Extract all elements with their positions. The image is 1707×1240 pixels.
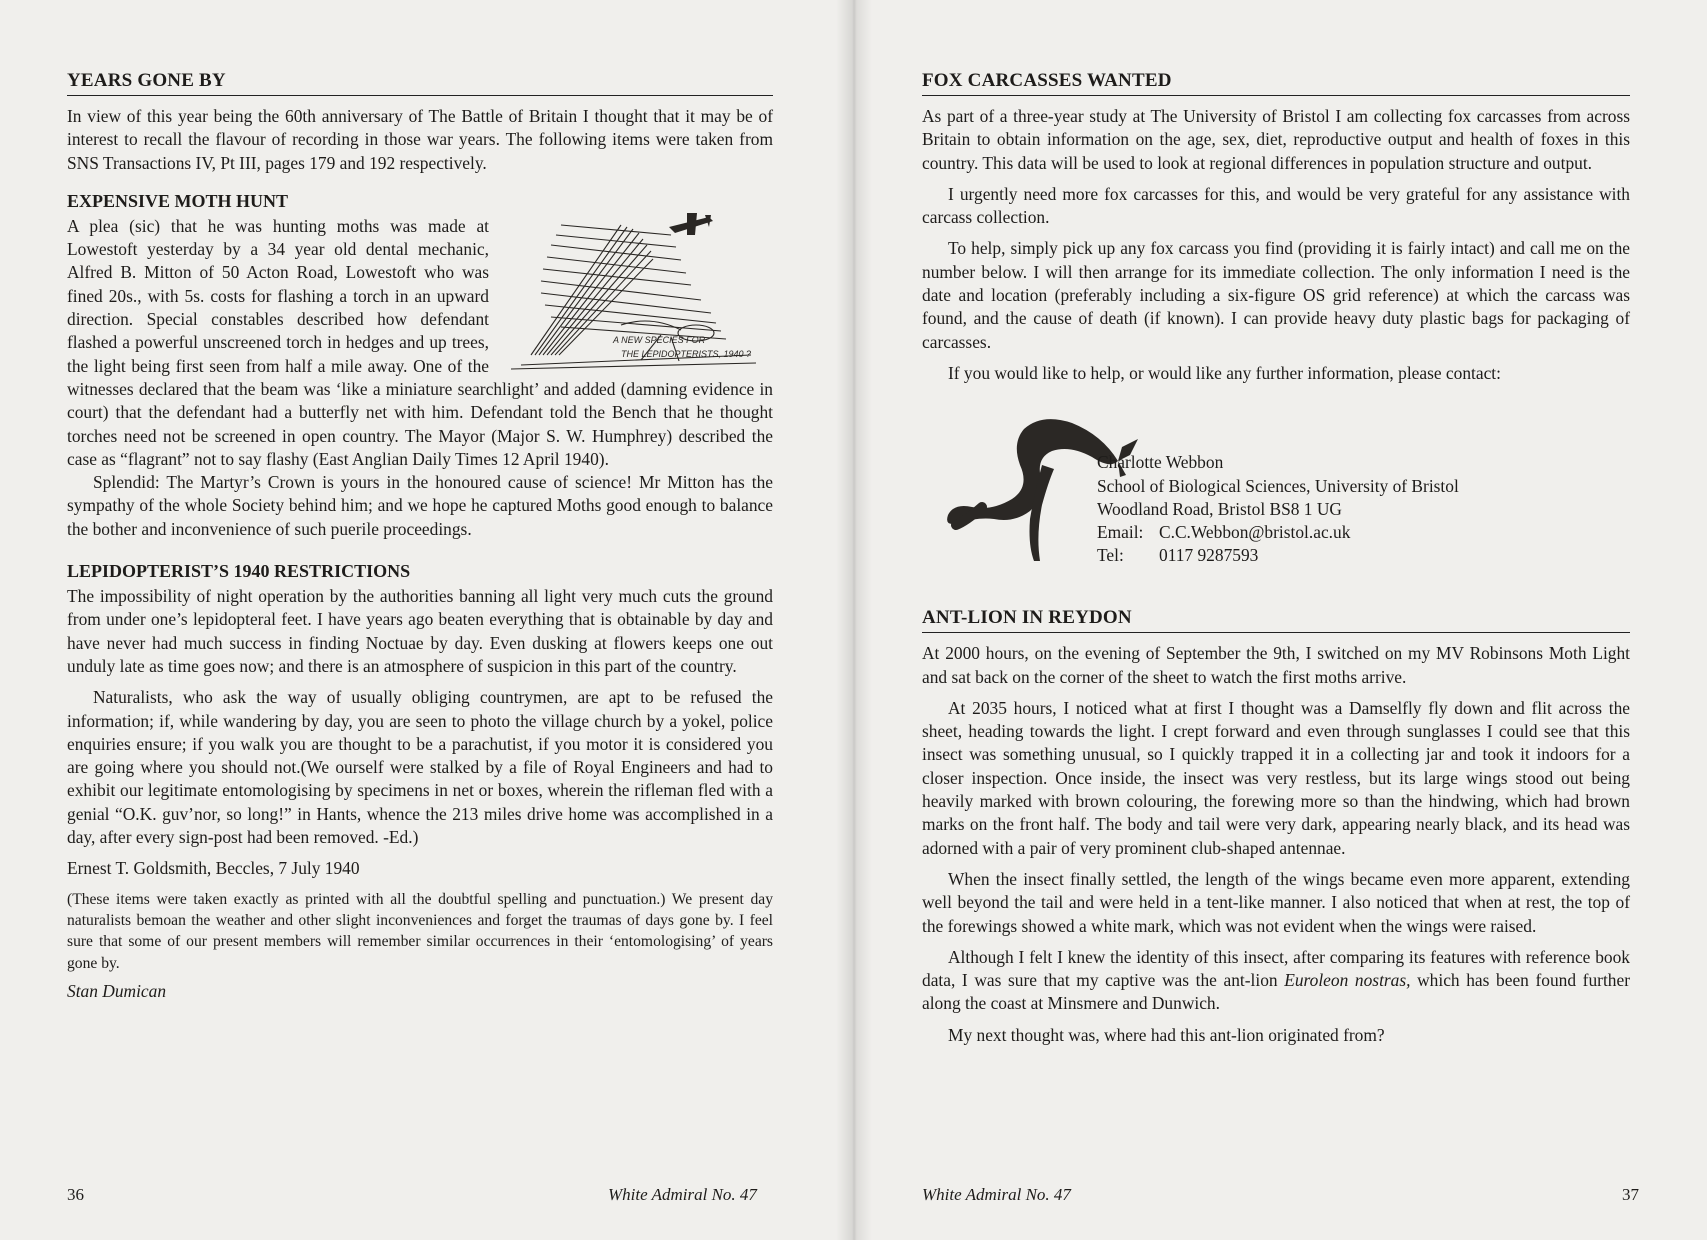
cartoon-caption-line1: A NEW SPECIES FOR [613, 334, 706, 345]
left-column [67, 68, 773, 1004]
antlion-paragraph-4 [922, 946, 1630, 1016]
journal-title-right: White Admiral No. 47 [922, 1185, 1071, 1204]
heading-ant-lion: ANT-LION IN REYDON [922, 605, 1630, 633]
antlion-p4-before: Although I felt I knew the identity of this insect, after comparing its features with reference book data, I was sure that my captive was the ant-lion [922, 946, 1630, 991]
attribution: Ernest T. Goldsmith, Beccles, 7 July 1940 [67, 858, 360, 879]
antlion-paragraph-1: At 2000 hours, on the evening of September the 9th, I switched on my MV Robinsons Moth Light and sat back on the corner of the sheet to watch the first moths arrive. [922, 643, 1630, 687]
restrictions-paragraph-2: Naturalists, who ask the way of usually obliging countrymen, are apt to be refused the information; if, while wandering by day, you are seen to photo the village church by a yokel, police enquiries ensure; if you walk you are thought to be a parachutist, if you motor it is considered you are going where you should not.(We ourself were stalked by a file of Royal Engineers and had to exhibit our legitimate entomologising by specimens in net or boxes, wherein the rifleman fled with a genial “O.K. guv’nor, so long!” in Hants, whence the 213 miles drive home was accomplished in a day, after every sign-post had been removed. -Ed.) [67, 687, 773, 848]
right-column [922, 68, 1630, 1047]
searchlight-cartoon-icon [501, 205, 773, 371]
fox-paragraph-1: As part of a three-year study at The University of Bristol I am collecting fox carcasses from across Britain to obtain information on the age, sex, diet, reproductive output and health of foxes in this country. This data will be used to look at regional differences in population structure and output. [922, 106, 1630, 173]
journal-title-left: White Admiral No. 47 [608, 1185, 757, 1204]
intro-paragraph: In view of this year being the 60th anniversary of The Battle of Britain I thought that it may be of interest to recall the flavour of recording in those war years. The following items were taken from SNS Transactions IV, Pt III, pages 179 and 192 respectively. [67, 106, 773, 173]
fox-paragraph-4: If you would like to help, or would like any further information, please contact: [948, 362, 1501, 383]
antlion-paragraph-5: My next thought was, where had this ant-lion originated from? [948, 1024, 1385, 1045]
left-page [0, 0, 852, 1240]
fox-paragraph-2: I urgently need more fox carcasses for this, and would be very grateful for any assistance with carcass collection. [922, 183, 1630, 228]
heading-lepidopterist-restrictions: LEPIDOPTERIST’S 1940 RESTRICTIONS [67, 561, 411, 582]
contact-block [922, 389, 1630, 599]
contact-name: Charlotte Webbon [1097, 452, 1224, 473]
tel-label: Tel: [1097, 545, 1124, 566]
cartoon-illustration [501, 205, 773, 371]
fox-paragraph-3: To help, simply pick up any fox carcass you find (providing it is fairly intact) and call me on the number below. I will then arrange for its immediate collection. The only information I need is the date and location (preferably including a six-figure OS grid reference) at which the carcass was found, and the cause of death (if known). I can provide heavy duty plastic bags for packaging of carcasses. [922, 238, 1630, 352]
email-label: Email: [1097, 522, 1144, 543]
species-name: Euroleon nostras, [1284, 970, 1411, 991]
contact-department: School of Biological Sciences, University of Bristol [1097, 475, 1459, 496]
editor-note: (These items were taken exactly as printed with all the doubtful spelling and punctuation.) We present day naturalists bemoan the weather and other slight inconveniences and forget the traumas of days gone by. I feel sure that some of our present members will remember similar occurrences in their ‘entomologising’ of years gone by. [67, 890, 773, 972]
contact-tel: 0117 9287593 [1159, 545, 1259, 566]
cartoon-caption-line2: THE LEPIDOPTERISTS, 1940 ? [621, 348, 752, 359]
heading-expensive-moth-hunt: EXPENSIVE MOTH HUNT [67, 190, 289, 211]
contact-email[interactable]: C.C.Webbon@bristol.ac.uk [1159, 522, 1351, 543]
moth-hunt-paragraph-1: A plea (sic) that he was hunting moths was made at Lowestoft yesterday by a 34 year old dental mechanic, Alfred B. Mitton of 50 Acton Road, Lowestoft who was fined 20s., with 5s. costs for flashing a torch in an upward direction. Special constables described how defendant flashed a powerful unscreened torch in hedges and up trees, the light being first seen from half a mile away. One of the witnesses declared that the beam was ‘like a miniature searchlight’ and added (damning evidence in court) that the defendant had a butterfly net with him. Defendant told the Bench that he thought torches need not be screened in open country. The Mayor (Major S. W. Humphrey) described the case as “flagrant” not to say flashy (East Anglian Daily Times 12 April 1940). [67, 215, 773, 469]
moth-hunt-paragraph-2: Splendid: The Martyr’s Crown is yours in the honoured cause of science! Mr Mitton has the sympathy of the whole Society behind him; and we hope he captured Moths good enough to balance the bother and inconvenience of such puerile proceedings. [67, 472, 773, 539]
contact-details [1097, 451, 1459, 567]
page-number-right: 37 [1622, 1185, 1639, 1204]
antlion-p4-after: which has been found further along the coast at Minsmere and Dunwich. [922, 970, 1630, 1014]
page-number-left: 36 [67, 1185, 84, 1204]
contact-tel-row [1097, 544, 1459, 567]
heading-years-gone-by: YEARS GONE BY [67, 68, 773, 96]
right-page [852, 0, 1707, 1240]
contact-address: Woodland Road, Bristol BS8 1 UG [1097, 498, 1342, 519]
heading-fox-carcasses: FOX CARCASSES WANTED [922, 68, 1630, 96]
antlion-paragraph-2: At 2035 hours, I noticed what at first I thought was a Damselfly fly down and flit across the sheet, heading towards the light. I crept forward and even through sunglasses I could see that this insect was something unusual, so I quickly trapped it in a collecting jar and took it indoors for a closer inspection. Once inside, the insect was very restless, but its large wings stood out being heavily marked with brown colouring, the forewing more so than the hindwing, which had brown marks on the front half. The body and tail were very dark, appearing nearly black, and its head was adorned with a pair of very prominent club-shaped antennae. [922, 697, 1630, 858]
contact-email-row [1097, 521, 1459, 544]
antlion-paragraph-3: When the insect finally settled, the length of the wings became even more apparent, extending well beyond the tail and were held in a tent-like manner. I also noticed that when at rest, the top of the forewings showed a white mark, which was not evident when the wings were raised. [922, 868, 1630, 936]
restrictions-paragraph-1: The impossibility of night operation by the authorities banning all light very much cuts the ground from under one’s lepidopteral feet. I have years ago beaten everything that is obtainable by day and have never had much success in finding Noctuae by day. Even dusking at flowers keeps one out unduly late as time goes now; and there is an atmosphere of suspicion in this part of the country. [67, 586, 773, 676]
signature: Stan Dumican [67, 981, 167, 1002]
